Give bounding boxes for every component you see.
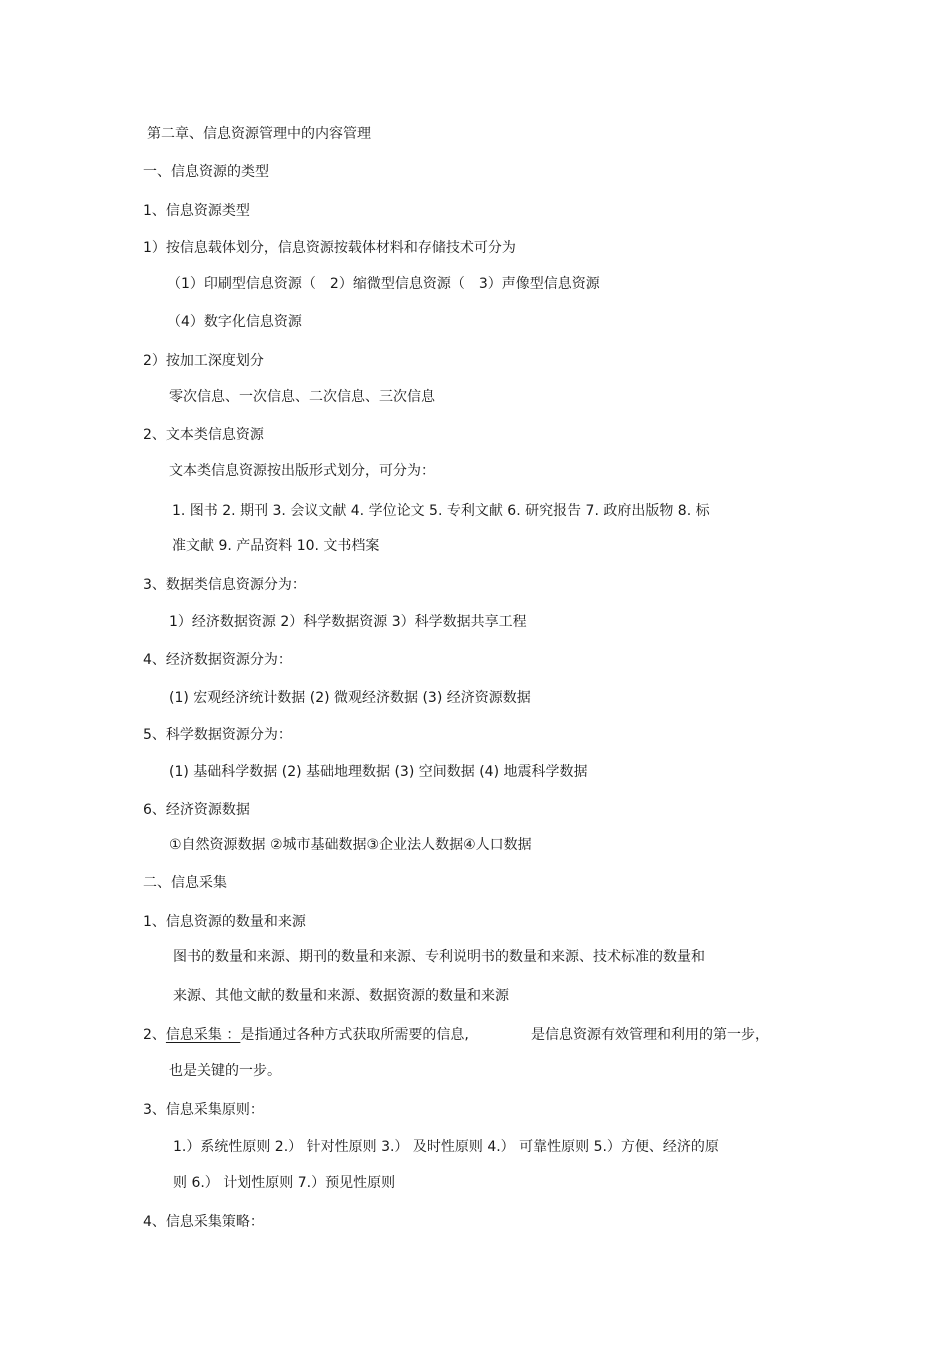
paragraph: 则 6.） 计划性原则 7.）预见性原则 [173,1175,396,1191]
subsection-heading: 5、科学数据资源分为： [143,727,292,743]
subsection-heading: 1、信息资源类型 [143,203,250,219]
subsection-heading: 3、信息采集原则： [143,1102,264,1118]
definition-line [143,1025,469,1045]
paragraph: 也是关键的一步。 [169,1063,281,1079]
chapter-title: 第二章、信息资源管理中的内容管理 [147,126,371,142]
section-heading: 二、信息采集 [143,875,227,891]
paragraph: 图书的数量和来源、期刊的数量和来源、专利说明书的数量和来源、技术标准的数量和 [173,949,705,965]
paragraph: 1. 图书 2. 期刊 3. 会议文献 4. 学位论文 5. 专利文献 6. 研究报告 7. 政府出版物 8. 标 [172,503,710,519]
term-underlined: 信息采集 ： [165,1027,241,1043]
subsection-heading: 1、信息资源的数量和来源 [143,914,306,930]
paragraph: 文本类信息资源按出版形式划分，可分为： [169,463,435,479]
paragraph: (1) 基础科学数据 (2) 基础地理数据 (3) 空间数据 (4) 地震科学数据 [169,764,588,780]
definition-text-continued: 是信息资源有效管理和利用的第一步， [531,1027,769,1043]
paragraph: 1.）系统性原则 2.） 针对性原则 3.） 及时性原则 4.） 可靠性原则 5.）方便、经济的原 [173,1139,719,1155]
subsection-heading: 2、文本类信息资源 [143,427,264,443]
subsection-heading: 6、经济资源数据 [143,802,250,818]
paragraph: 准文献 9. 产品资料 10. 文书档案 [172,538,380,554]
subsection-heading: 3、数据类信息资源分为： [143,577,306,593]
paragraph: ①自然资源数据 ②城市基础数据③企业法人数据④人口数据 [169,837,532,853]
paragraph: 2）按加工深度划分 [143,353,264,369]
paragraph: (1) 宏观经济统计数据 (2) 微观经济数据 (3) 经济资源数据 [169,690,531,706]
subsection-heading: 4、经济数据资源分为： [143,652,292,668]
paragraph: （4）数字化信息资源 [167,314,302,330]
paragraph: 零次信息、一次信息、二次信息、三次信息 [169,389,435,405]
subsection-heading: 4、信息采集策略： [143,1214,264,1230]
definition-text: 是指通过各种方式获取所需要的信息, [240,1027,469,1043]
paragraph: 1）经济数据资源 2）科学数据资源 3）科学数据共享工程 [169,614,527,630]
section-heading: 一、信息资源的类型 [143,164,269,180]
paragraph: 来源、其他文献的数量和来源、数据资源的数量和来源 [173,988,509,1004]
paragraph: （1）印刷型信息资源（ 2）缩微型信息资源（ 3）声像型信息资源 [167,276,600,292]
list-number: 2、 [143,1027,166,1043]
paragraph: 1）按信息载体划分，信息资源按载体材料和存储技术可分为 [143,240,516,256]
